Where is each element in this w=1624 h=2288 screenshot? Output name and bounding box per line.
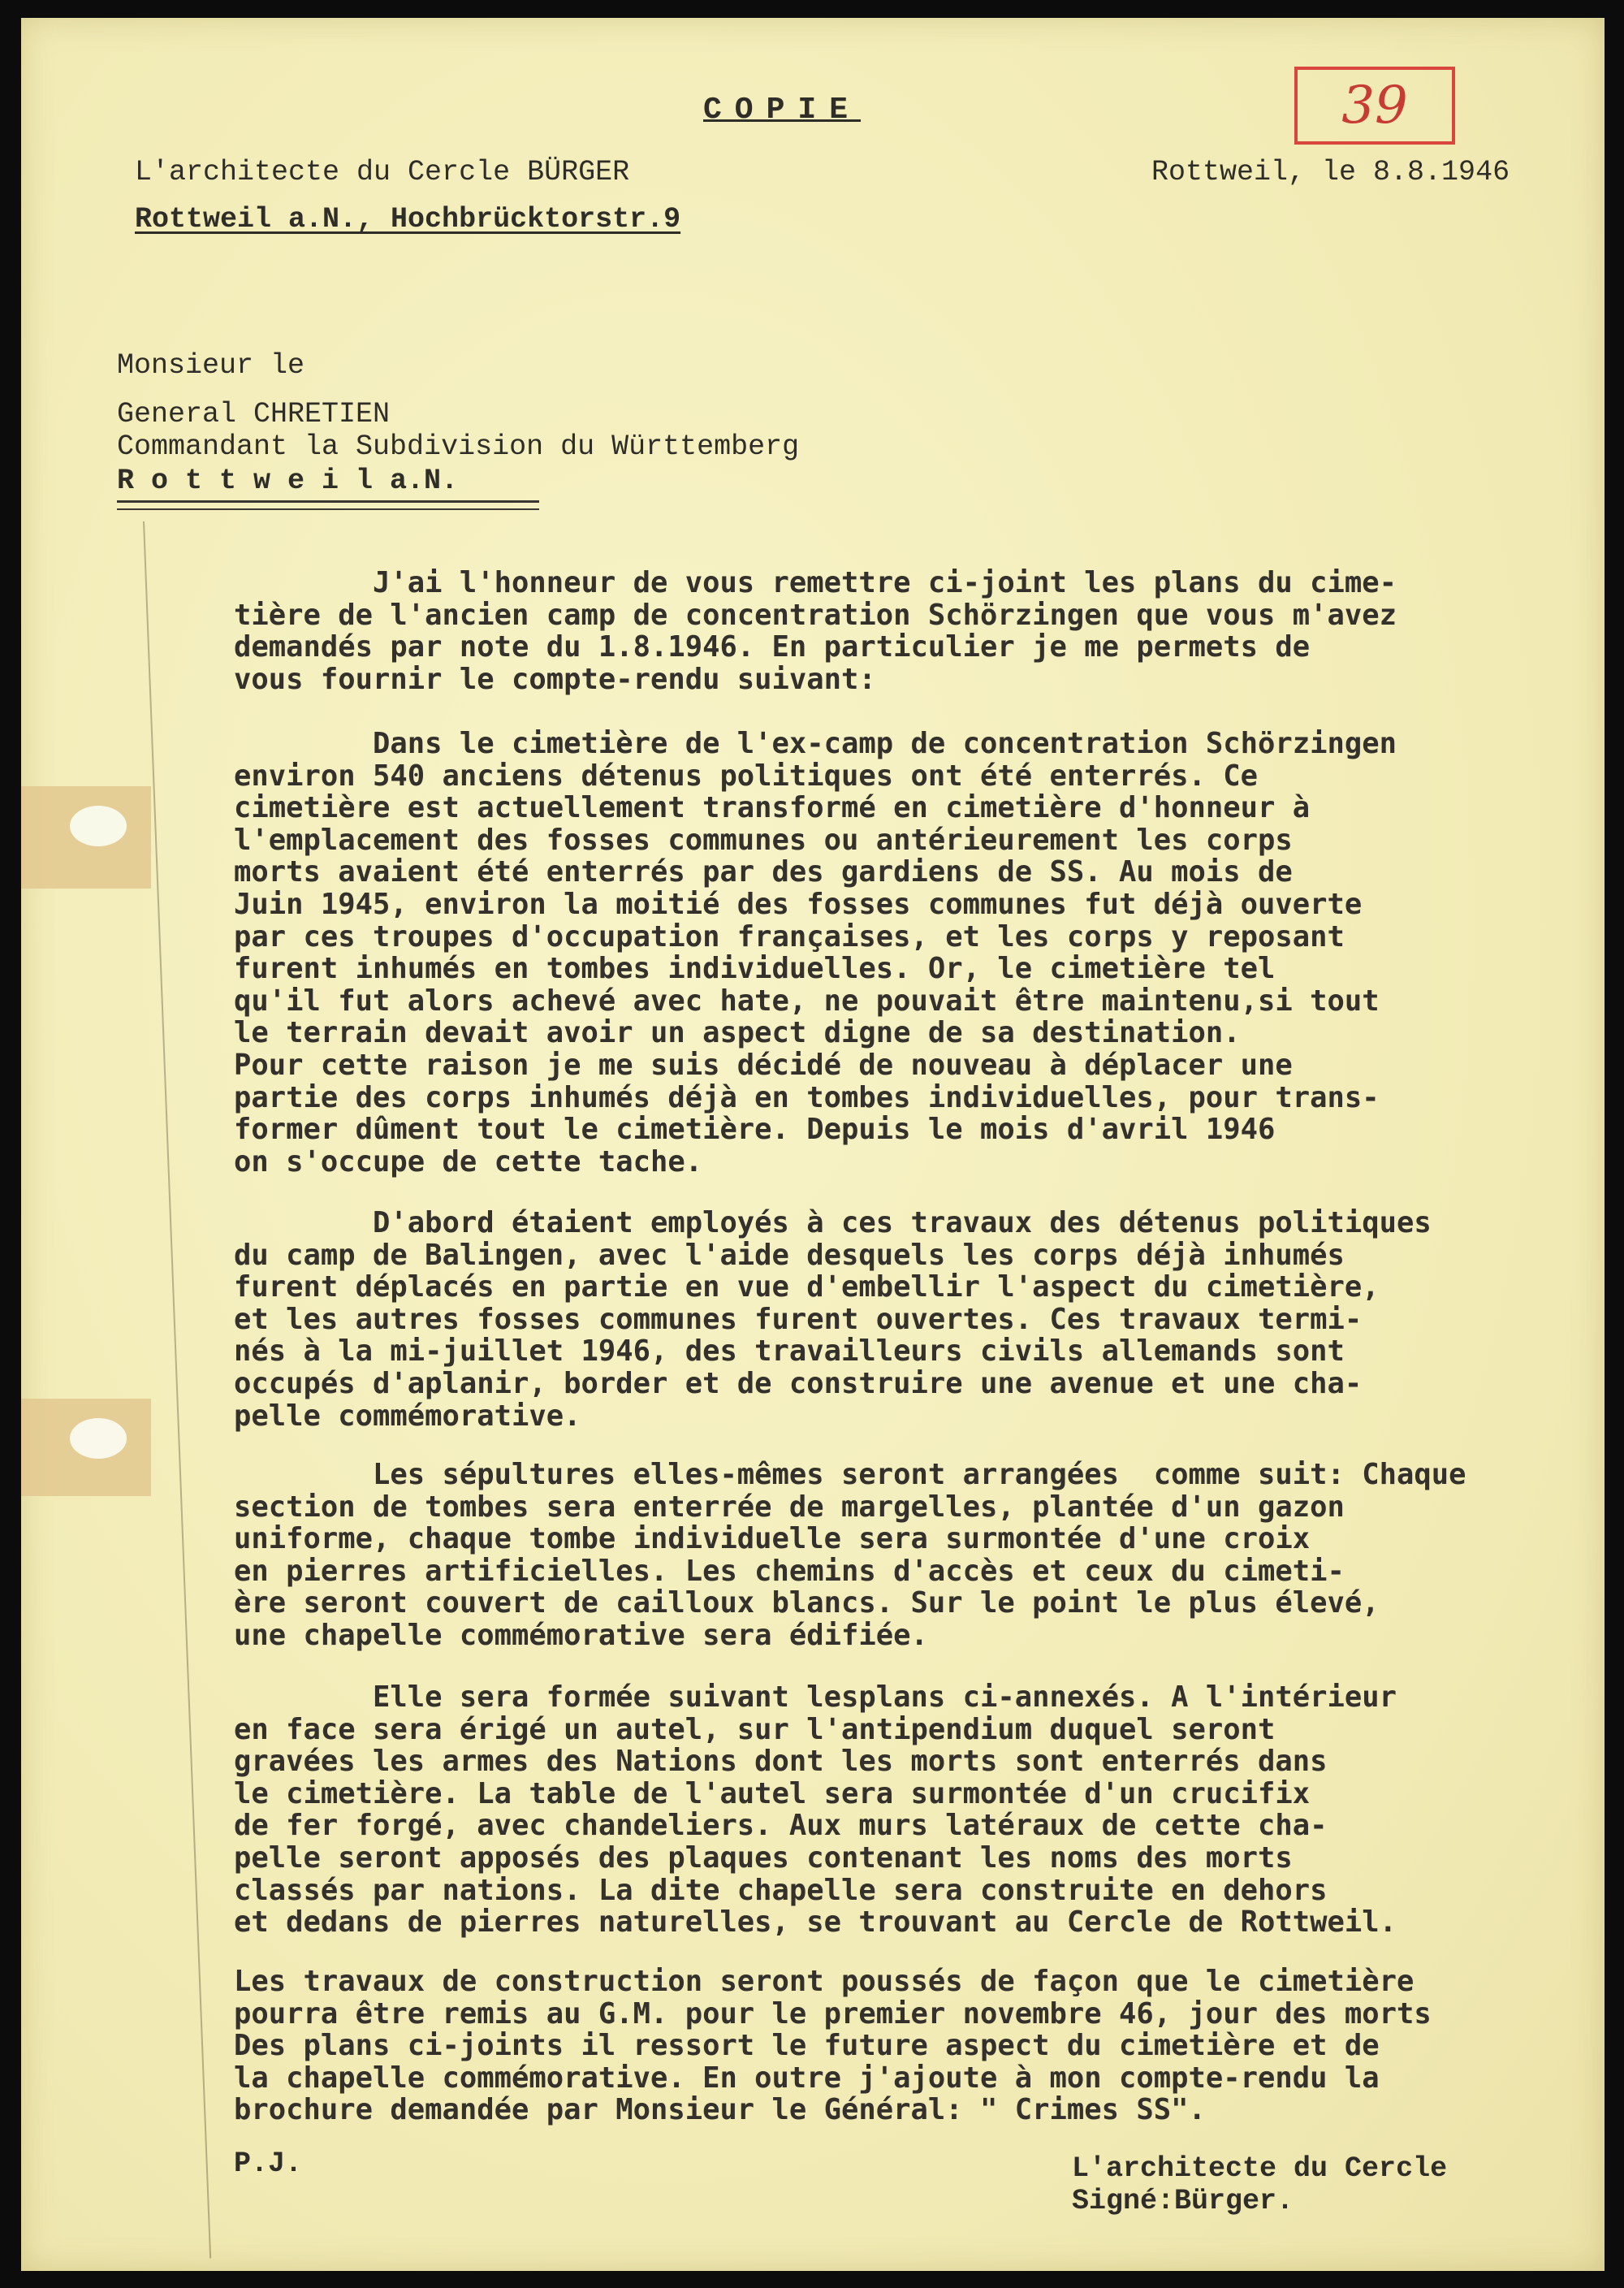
document-title: COPIE bbox=[703, 93, 862, 128]
paragraph-cemetery: Dans le cimetière de l'ex-camp de concentration Schörzingen environ 540 anciens détenus politiques ont été enterrés. Ce cimetière est actuellement transformé en cimetière d'honneur à l'emplacement des fosses communes ou antérieurement les corps morts avaient été enterrés par des gardiens de SS. Au mois de Juin 1945, environ la moitié des fosses communes fut déjà ouverte par ces troupes d'occupation françaises, et les corps y reposant furent inhumés en tombes individuelles. Or, le cimetière tel qu'il fut alors achevé avec hate, ne pouvait être maintenu,si tout le terrain devait avoir un aspect digne de sa destination. Pour cette raison je me suis décidé de nouveau à déplacer une partie des corps inhumés déjà en tombes individuelles, pour trans- former dûment tout le cimetière. Depuis le mois d'avril 1946 on s'occupe de cette tache. bbox=[234, 727, 1397, 1179]
paragraph-works: D'abord étaient employés à ces travaux des détenus politiques du camp de Balingen, avec l'aide desquels les corps déjà inhumés furent déplacés en partie en vue d'embellir l'aspect du cimetière, et les autres fosses communes furent ouvertes. Ces travaux termi- nés à la mi-juillet 1946, des travailleurs civils allemands sont occupés d'aplanir, border et de construire une avenue et une cha- pelle commémorative. bbox=[234, 1206, 1432, 1433]
paragraph-graves: Les sépultures elles-mêmes seront arrangées comme suit: Chaque section de tombes sera enterrée de margelles, plantée d'un gazon uniforme, chaque tombe individuelle sera surmontée d'une croix en pierres artificielles. Les chemins d'accès et ceux du cimeti- ère seront couvert de cailloux blancs. Sur le point le plus élevé, une chapelle commémorative sera édifiée. bbox=[234, 1458, 1466, 1652]
tape-strip-upper bbox=[21, 786, 151, 889]
recipient-underline-double bbox=[117, 508, 539, 510]
recipient-title: Commandant la Subdivision du Württemberg bbox=[117, 430, 800, 463]
recipient-name: General CHRETIEN bbox=[117, 398, 391, 430]
signature-name: Signé:Bürger. bbox=[1072, 2185, 1294, 2217]
document-page bbox=[21, 18, 1605, 2271]
paragraph-chapel: Elle sera formée suivant lesplans ci-annexés. A l'intérieur en face sera érigé un autel, sur l'antipendium duquel seront gravées les armes des Nations dont les morts sont enterrés dans le cimetière. La table de l'autel sera surmontée d'un crucifix de fer forgé, avec chandeliers. Aux murs latéraux de cette cha- pelle seront apposés des plaques contenant les noms des morts classés par nations. La dite chapelle sera construite en dehors et dedans de pierres naturelles, se trouvant au Cercle de Rottweil. bbox=[234, 1680, 1397, 1940]
recipient-underline bbox=[117, 500, 539, 503]
recipient-city: R o t t w e i l a.N. bbox=[117, 465, 459, 497]
enclosure-note: P.J. bbox=[234, 2147, 303, 2180]
place-date: Rottweil, le 8.8.1946 bbox=[1151, 156, 1510, 188]
sender-address: Rottweil a.N., Hochbrücktorstr.9 bbox=[135, 203, 681, 236]
archive-number-stamp: 39 bbox=[1294, 67, 1455, 145]
sender-line-1: L'architecte du Cercle BÜRGER bbox=[135, 156, 630, 188]
punch-hole-upper bbox=[70, 806, 127, 846]
signature-title: L'architecte du Cercle bbox=[1072, 2152, 1448, 2185]
paragraph-closing: Les travaux de construction seront poussés de façon que le cimetière pourra être remis au G.M. pour le premier novembre 46, jour des morts Des plans ci-joints il ressort le future aspect du cimetière et de la chapelle commémorative. En outre j'ajoute à mon compte-rendu la brochure demandée par Monsieur le Général: " Crimes SS". bbox=[234, 1965, 1432, 2127]
paper-fold-line bbox=[143, 521, 211, 2258]
paragraph-intro: J'ai l'honneur de vous remettre ci-joint les plans du cime- tière de l'ancien camp de concentration Schörzingen que vous m'avez demandés par note du 1.8.1946. En particulier je me permets de vous fournir le compte-rendu suivant: bbox=[234, 566, 1397, 696]
recipient-salutation: Monsieur le bbox=[117, 349, 305, 382]
tape-strip-lower bbox=[21, 1399, 151, 1496]
punch-hole-lower bbox=[70, 1418, 127, 1459]
